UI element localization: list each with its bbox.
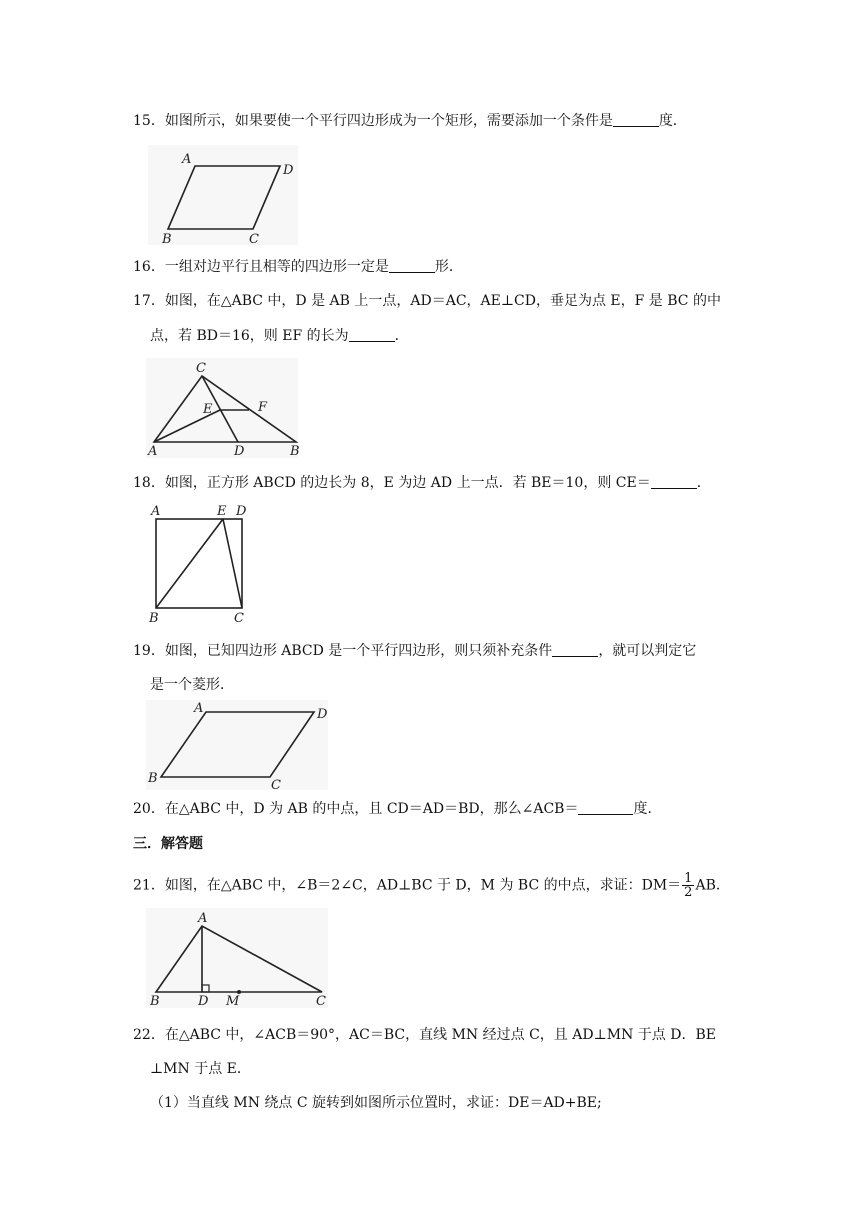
q17-line1: 17．如图，在△ABC 中，D 是 AB 上一点，AD＝AC，AE⊥CD，垂足为点 E，F 是 BC 的中 <box>133 293 721 309</box>
q17-label-a: A <box>148 444 158 459</box>
q16-text <box>133 257 463 277</box>
q21-triangle-figure <box>146 908 328 1008</box>
q21-text <box>133 872 730 899</box>
q21-label-c: C <box>316 994 326 1009</box>
q17-line2 <box>150 326 409 346</box>
q18-label-d: D <box>236 504 247 519</box>
q19-parallelogram-figure <box>146 700 328 793</box>
q20-suffix: 度． <box>633 801 662 817</box>
q21-frac-den: 2 <box>684 885 693 900</box>
q15-label-d: D <box>283 163 294 178</box>
q19-label-b: B <box>148 771 158 786</box>
q18-answer-blank[interactable] <box>651 474 697 489</box>
q21-label-a: A <box>198 911 208 926</box>
q22-line3: （1）当直线 MN 绕点 C 旋转到如图所示位置时，求证：DE＝AD+BE; <box>150 1095 602 1111</box>
q19-stem: 19．如图，已知四边形 ABCD 是一个平行四边形，则只须补充条件 <box>133 643 553 659</box>
q17-suffix: ． <box>394 328 409 344</box>
q18-square-figure <box>146 502 256 626</box>
q15-answer-blank[interactable] <box>613 112 659 127</box>
q19-label-c: C <box>271 778 281 793</box>
q16-answer-blank[interactable] <box>389 258 435 273</box>
q15-label-a: A <box>182 152 192 167</box>
q15-label-b: B <box>162 232 172 247</box>
q15-suffix: 度． <box>658 113 687 129</box>
q20-stem: 20．在△ABC 中，D 为 AB 的中点，且 CD＝AD＝BD，那么∠ACB＝ <box>133 801 579 817</box>
q21-label-b: B <box>150 994 160 1009</box>
q19-answer-blank[interactable] <box>552 642 598 657</box>
q21-label-d: D <box>198 994 209 1009</box>
q22-line2: ⊥MN 于点 E． <box>150 1061 251 1077</box>
q16-stem: 16．一组对边平行且相等的四边形一定是 <box>133 259 389 275</box>
q21-label-m: M <box>226 994 240 1009</box>
q19-label-a: A <box>194 701 204 716</box>
q21-fraction <box>682 872 694 899</box>
q15-stem: 15．如图所示，如果要使一个平行四边形成为一个矩形，需要添加一个条件是 <box>133 113 613 129</box>
q19-line1 <box>133 641 696 661</box>
q15-parallelogram-figure <box>148 145 298 245</box>
q22-line1: 22．在△ABC 中，∠ACB＝90°，AC＝BC，直线 MN 经过点 C，且 AD⊥MN 于点 D．BE <box>133 1027 716 1043</box>
q19-label-d: D <box>317 707 328 722</box>
q18-label-a: A <box>151 504 161 519</box>
section-heading: 三．解答题 <box>133 836 203 852</box>
q17-label-c: C <box>196 361 206 376</box>
q20-answer-blank[interactable] <box>578 800 633 815</box>
q17-label-f: F <box>258 400 268 415</box>
q18-stem: 18．如图，正方形 ABCD 的边长为 8，E 为边 AD 上一点．若 BE＝10，则 CE＝ <box>133 475 651 491</box>
q17-label-b: B <box>290 444 300 459</box>
q15-text <box>133 111 687 131</box>
q18-text <box>133 473 711 493</box>
q18-label-e: E <box>217 504 227 519</box>
q17-label-e: E <box>203 402 213 417</box>
q20-text <box>133 799 661 819</box>
q19-line2: 是一个菱形． <box>150 677 234 693</box>
q18-suffix: ． <box>696 475 711 491</box>
q18-label-b: B <box>149 611 159 626</box>
q17-answer-blank[interactable] <box>349 327 395 342</box>
q19-line1-suffix: ，就可以判定它 <box>598 643 697 659</box>
q18-label-c: C <box>234 611 244 626</box>
q16-suffix: 形． <box>434 259 463 275</box>
q21-frac-num: 1 <box>684 871 693 886</box>
q21-suffix: AB． <box>695 877 730 894</box>
q17-stem: 点，若 BD＝16，则 EF 的长为 <box>150 328 349 344</box>
q17-label-d: D <box>234 444 245 459</box>
q17-triangle-figure <box>146 358 298 458</box>
q15-label-c: C <box>249 232 259 247</box>
q21-stem: 21．如图，在△ABC 中，∠B＝2∠C，AD⊥BC 于 D，M 为 BC 的中点，求证：DM＝ <box>133 877 682 894</box>
